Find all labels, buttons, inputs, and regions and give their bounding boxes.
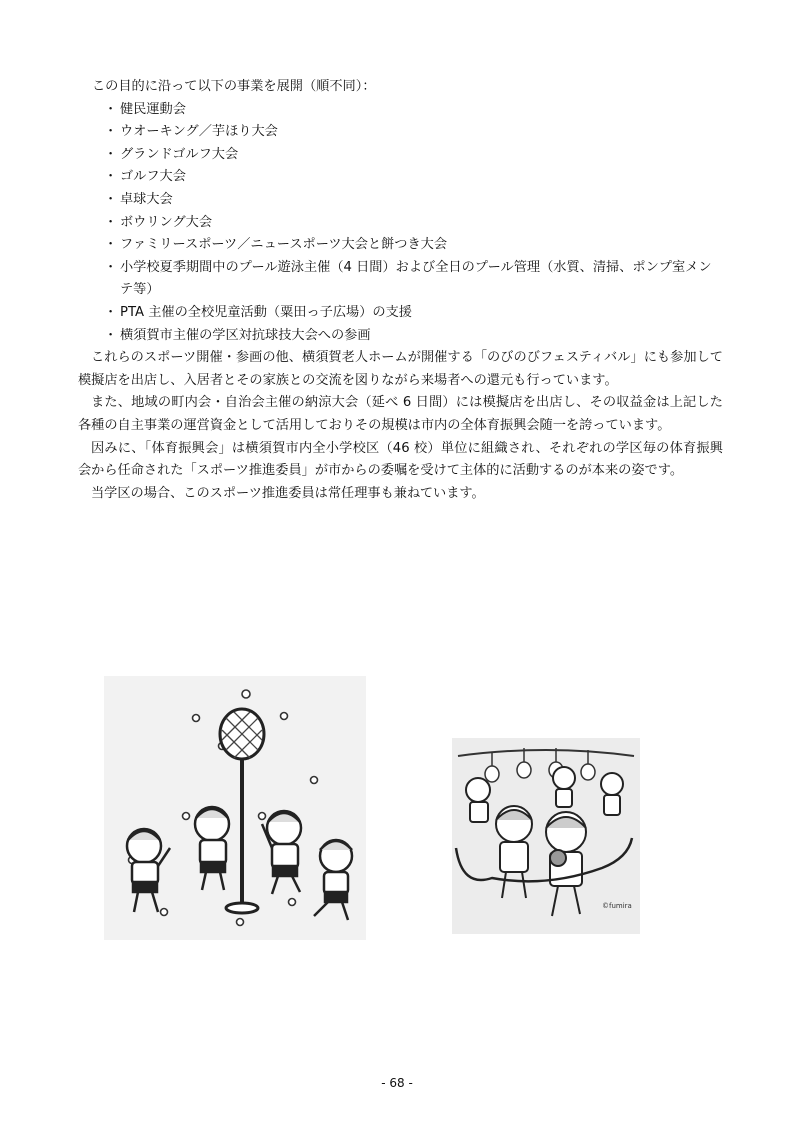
illustration-credit: ©fumira xyxy=(602,902,632,910)
event-item: ・ ボウリング大会 xyxy=(108,212,723,235)
event-item: ・ 健民運動会 xyxy=(108,99,723,122)
event-item: ・ グランドゴルフ大会 xyxy=(108,144,723,167)
paragraph: 当学区の場合、このスポーツ推進委員は常任理事も兼ねています。 xyxy=(91,485,485,501)
paragraph: また、地域の町内会・自治会主催の納涼大会（延べ 6 日間）には模擬店を出店し、その収益金は上記した各種の自主事業の運営資金として活用しておりその規模は市内の全体育振興会随一を誇っています。 xyxy=(78,395,723,433)
event-item: ・ ゴルフ大会 xyxy=(108,166,723,189)
bread-race-illustration xyxy=(452,738,640,934)
body-text xyxy=(78,76,723,505)
ball-toss-illustration xyxy=(104,676,366,940)
intro-line: この目的に沿って以下の事業を展開（順不同）： xyxy=(92,79,376,94)
event-item: ・ ウオーキング／芋ほり大会 xyxy=(108,121,723,144)
event-item: ・ PTA 主催の全校児童活動（粟田っ子広場）の支援 xyxy=(108,302,723,325)
paragraph: これらのスポーツ開催・参画の他、横須賀老人ホームが開催する「のびのびフェスティバル」にも参加して模擬店を出店し、入居者とその家族との交流を図りながら来場者への還元も行っています。 xyxy=(78,350,723,388)
event-item: ・ 小学校夏季期間中のプール遊泳主催（4 日間）および全日のプール管理（水質、清掃、ポンプ室メンテ等） xyxy=(108,257,723,302)
ball-toss-drawing xyxy=(104,676,366,940)
event-item: ・ 卓球大会 xyxy=(108,189,723,212)
event-list xyxy=(78,99,723,348)
paragraph: 因みに、「体育振興会」は横須賀市内全小学校区（46 校）単位に組織され、それぞれの学区毎の体育振興会から任命された「スポーツ推進委員」が市からの委嘱を受けて主体的に活動するのが本来の姿です。 xyxy=(78,440,723,479)
event-item: ・ 横須賀市主催の学区対抗球技大会への参画 xyxy=(108,325,723,348)
bread-race-drawing xyxy=(452,738,640,934)
page-number: - 68 - xyxy=(381,1076,413,1090)
event-item: ・ ファミリースポーツ／ニュースポーツ大会と餅つき大会 xyxy=(108,234,723,257)
